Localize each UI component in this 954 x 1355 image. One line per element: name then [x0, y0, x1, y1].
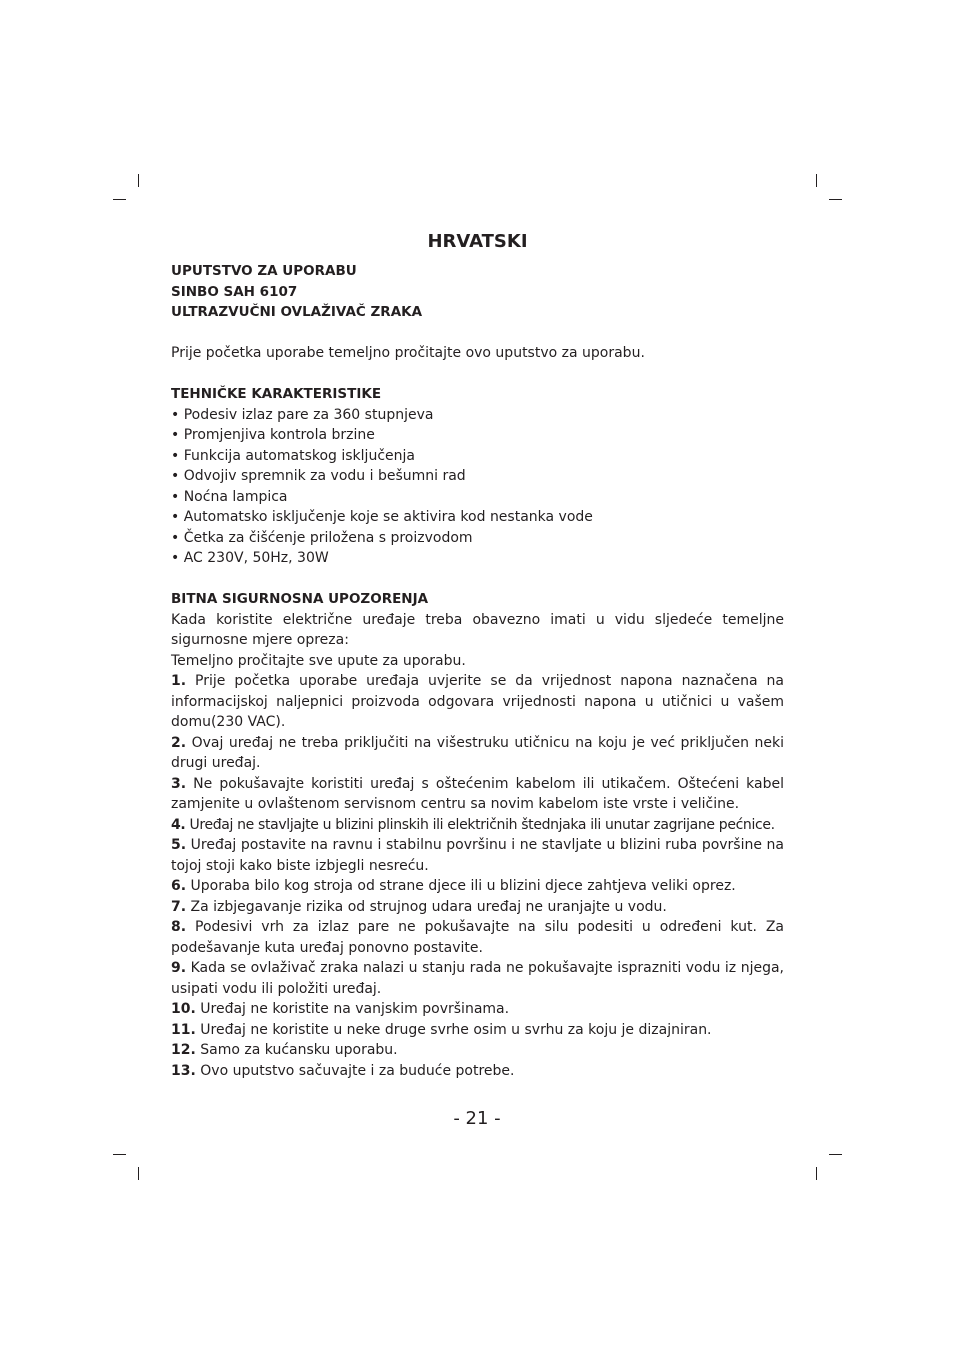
crop-mark: [138, 1167, 139, 1180]
item-number: 5.: [171, 837, 187, 853]
safety-item: [171, 835, 784, 876]
safety-item: [171, 671, 784, 733]
page-number: - 21 -: [453, 1108, 501, 1129]
item-text: Uređaj ne koristite na vanjskim površinama.: [200, 1001, 510, 1017]
safety-item: [171, 876, 784, 897]
crop-mark: [829, 1154, 842, 1155]
item-text: Ovo uputstvo sačuvajte i za buduće potrebe.: [200, 1062, 515, 1079]
item-number: 11.: [171, 1021, 196, 1038]
safety-note: Temeljno pročitajte sve upute za uporabu.: [171, 652, 466, 669]
item-number: 4.: [171, 816, 186, 833]
list-item: • Podesiv izlaz pare za 360 stupnjeva: [171, 406, 434, 423]
item-text: Uređaj ne koristite u neke druge svrhe osim u svrhu za koju je dizajniran.: [200, 1021, 712, 1038]
tech-list: [171, 405, 784, 569]
item-number: 2.: [171, 734, 187, 751]
item-number: 3.: [171, 775, 187, 792]
safety-intro: Kada koristite električne uređaje treba obavezno imati u vidu sljedeće temeljne sigurnosne mjere opreza:: [171, 611, 784, 648]
item-number: 10.: [171, 1001, 196, 1017]
item-number: 8.: [171, 919, 187, 935]
item-text: Za izbjegavanje rizika od strujnog udara uređaj ne uranjajte u vodu.: [190, 898, 667, 915]
safety-item: [171, 958, 784, 999]
safety-heading: BITNA SIGURNOSNA UPOZORENJA: [171, 591, 429, 607]
list-item: • Odvojiv spremnik za vodu i bešumni rad: [171, 468, 466, 484]
item-number: 1.: [171, 673, 187, 689]
list-item: • Funkcija automatskog isključenja: [171, 447, 415, 464]
document-header: [171, 261, 784, 323]
safety-item: [171, 1061, 784, 1082]
item-text: Uporaba bilo kog stroja od strane djece ili u blizini djece zahtjeva veliki oprez.: [190, 878, 736, 894]
safety-item: [171, 897, 784, 918]
header-line: SINBO SAH 6107: [171, 283, 298, 300]
header-line: ULTRAZVUČNI OVLAŽIVAČ ZRAKA: [171, 304, 423, 320]
list-item: • Noćna lampica: [171, 488, 288, 505]
safety-item: [171, 774, 784, 815]
item-text: Ne pokušavajte koristiti uređaj s oštećenim kabelom ili utikačem. Oštećeni kabel zamjenite u ovlaštenom servisnom centru sa novim kabelom iste vrste i veličine.: [171, 775, 785, 812]
crop-mark: [816, 1167, 817, 1180]
item-number: 13.: [171, 1062, 196, 1079]
page-content: [171, 229, 784, 1081]
crop-mark: [816, 174, 817, 187]
item-number: 6.: [171, 878, 187, 894]
item-text: Uređaj postavite na ravnu i stabilnu površinu i ne stavljate u blizini ruba površine na tojoj stoji kako biste izbjegli nesreću.: [171, 837, 785, 874]
safety-item: [171, 1040, 784, 1061]
crop-mark: [113, 1154, 126, 1155]
safety-item: [171, 1020, 784, 1041]
safety-list: [171, 671, 784, 1081]
header-line: UPUTSTVO ZA UPORABU: [171, 263, 357, 279]
list-item: • AC 230V, 50Hz, 30W: [171, 550, 329, 566]
crop-mark: [138, 174, 139, 187]
tech-heading: TEHNIČKE KARAKTERISTIKE: [171, 386, 382, 402]
item-text: Kada se ovlaživač zraka nalazi u stanju rada ne pokušavajte isprazniti vodu iz njega, usipati vodu ili položiti uređaj.: [171, 960, 784, 997]
item-number: 12.: [171, 1042, 196, 1058]
crop-mark: [113, 199, 126, 200]
safety-item: [171, 999, 784, 1020]
safety-item: [171, 815, 784, 836]
safety-item: [171, 917, 784, 958]
item-number: 7.: [171, 898, 187, 915]
item-text: Podesivi vrh za izlaz pare ne pokušavajte na silu podesiti u određeni kut. Za podešavanje kuta uređaj ponovno postavite.: [171, 919, 785, 956]
intro-text: Prije početka uporabe temeljno pročitajte ovo uputstvo za uporabu.: [171, 345, 645, 361]
list-item: • Četka za čišćenje priložena s proizvodom: [171, 529, 473, 546]
list-item: • Automatsko isključenje koje se aktivira kod nestanka vode: [171, 509, 593, 525]
item-text: Prije početka uporabe uređaja uvjerite se da vrijednost napona naznačena na informacijskoj naljepnici proizvoda odgovara vrijednosti napona u utičnici u vašem domu(230 VAC).: [171, 673, 785, 730]
page-title: HRVATSKI: [427, 231, 528, 252]
item-text: Samo za kućansku uporabu.: [200, 1042, 398, 1058]
item-text: Uređaj ne stavljajte u blizini plinskih ili električnih štednjaka ili unutar zagrijane pećnice.: [189, 816, 775, 833]
crop-mark: [829, 199, 842, 200]
item-number: 9.: [171, 960, 187, 976]
safety-item: [171, 733, 784, 774]
item-text: Ovaj uređaj ne treba priključiti na višestruku utičnicu na koju je već priključen neki drugi uređaj.: [171, 734, 785, 771]
list-item: • Promjenjiva kontrola brzine: [171, 427, 375, 443]
